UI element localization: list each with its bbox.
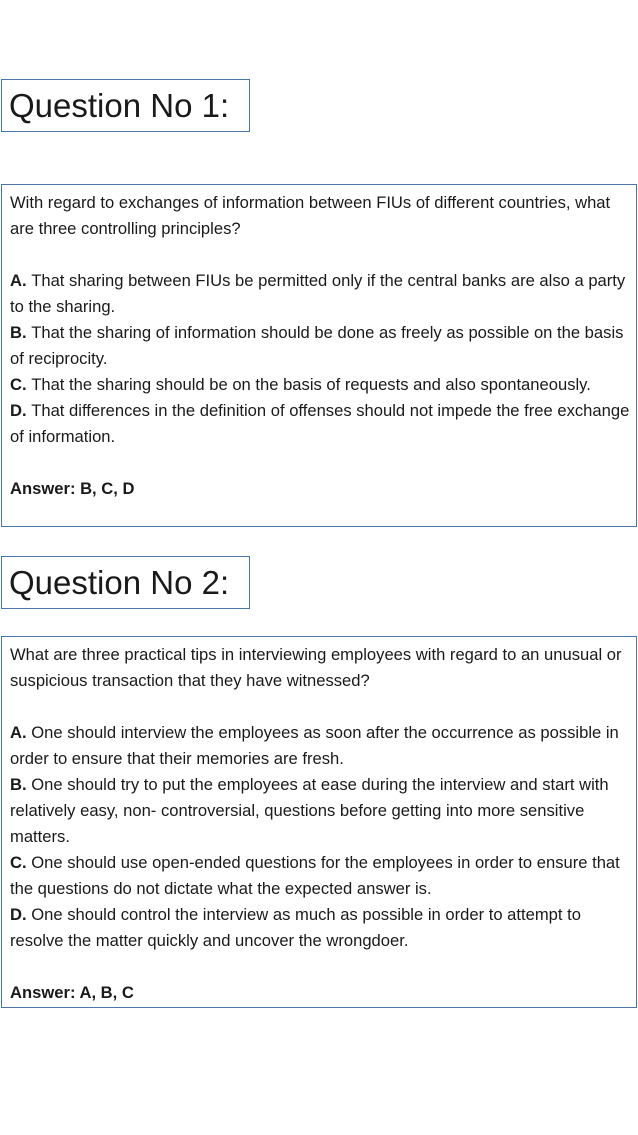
option-text: That the sharing of information should be done as freely as possible on the basis of reciprocity. bbox=[10, 323, 624, 368]
question-2-answer: Answer: A, B, C bbox=[10, 983, 134, 1002]
question-2-option-a bbox=[10, 720, 630, 772]
question-1-title: Question No 1: bbox=[1, 79, 250, 132]
option-letter: C. bbox=[10, 853, 32, 872]
option-letter: B. bbox=[10, 323, 32, 342]
question-1-option-d bbox=[10, 398, 630, 450]
option-letter: A. bbox=[10, 271, 32, 290]
option-letter: D. bbox=[10, 401, 32, 420]
question-2-title: Question No 2: bbox=[1, 556, 250, 609]
option-text: That the sharing should be on the basis of requests and also spontaneously. bbox=[31, 375, 591, 394]
question-2-option-c bbox=[10, 850, 630, 902]
question-1-option-a bbox=[10, 268, 630, 320]
option-letter: B. bbox=[10, 775, 32, 794]
question-2-text: What are three practical tips in interviewing employees with regard to an unusual or suspicious transaction that they have witnessed? bbox=[10, 645, 622, 690]
question-1-option-b bbox=[10, 320, 630, 372]
question-1-option-c bbox=[10, 372, 630, 398]
question-2-box bbox=[1, 636, 637, 1008]
option-text: That differences in the definition of offenses should not impede the free exchange of information. bbox=[10, 401, 630, 446]
option-text: One should try to put the employees at ease during the interview and start with relatively easy, non- controversial, questions before getting into more sensitive matters. bbox=[10, 775, 609, 846]
question-1-answer: Answer: B, C, D bbox=[10, 479, 135, 498]
question-2-option-b bbox=[10, 772, 630, 850]
question-1-box bbox=[1, 184, 637, 527]
question-1-text: With regard to exchanges of information between FIUs of different countries, what are three controlling principles? bbox=[10, 193, 611, 238]
option-letter: A. bbox=[10, 723, 32, 742]
option-text: One should control the interview as much as possible in order to attempt to resolve the matter quickly and uncover the wrongdoer. bbox=[10, 905, 581, 950]
question-2-option-d bbox=[10, 902, 630, 954]
option-letter: D. bbox=[10, 905, 32, 924]
option-text: One should interview the employees as soon after the occurrence as possible in order to ensure that their memories are fresh. bbox=[10, 723, 619, 768]
option-text: One should use open-ended questions for the employees in order to ensure that the questions do not dictate what the expected answer is. bbox=[10, 853, 620, 898]
option-letter: C. bbox=[10, 375, 32, 394]
option-text: That sharing between FIUs be permitted only if the central banks are also a party to the sharing. bbox=[10, 271, 626, 316]
